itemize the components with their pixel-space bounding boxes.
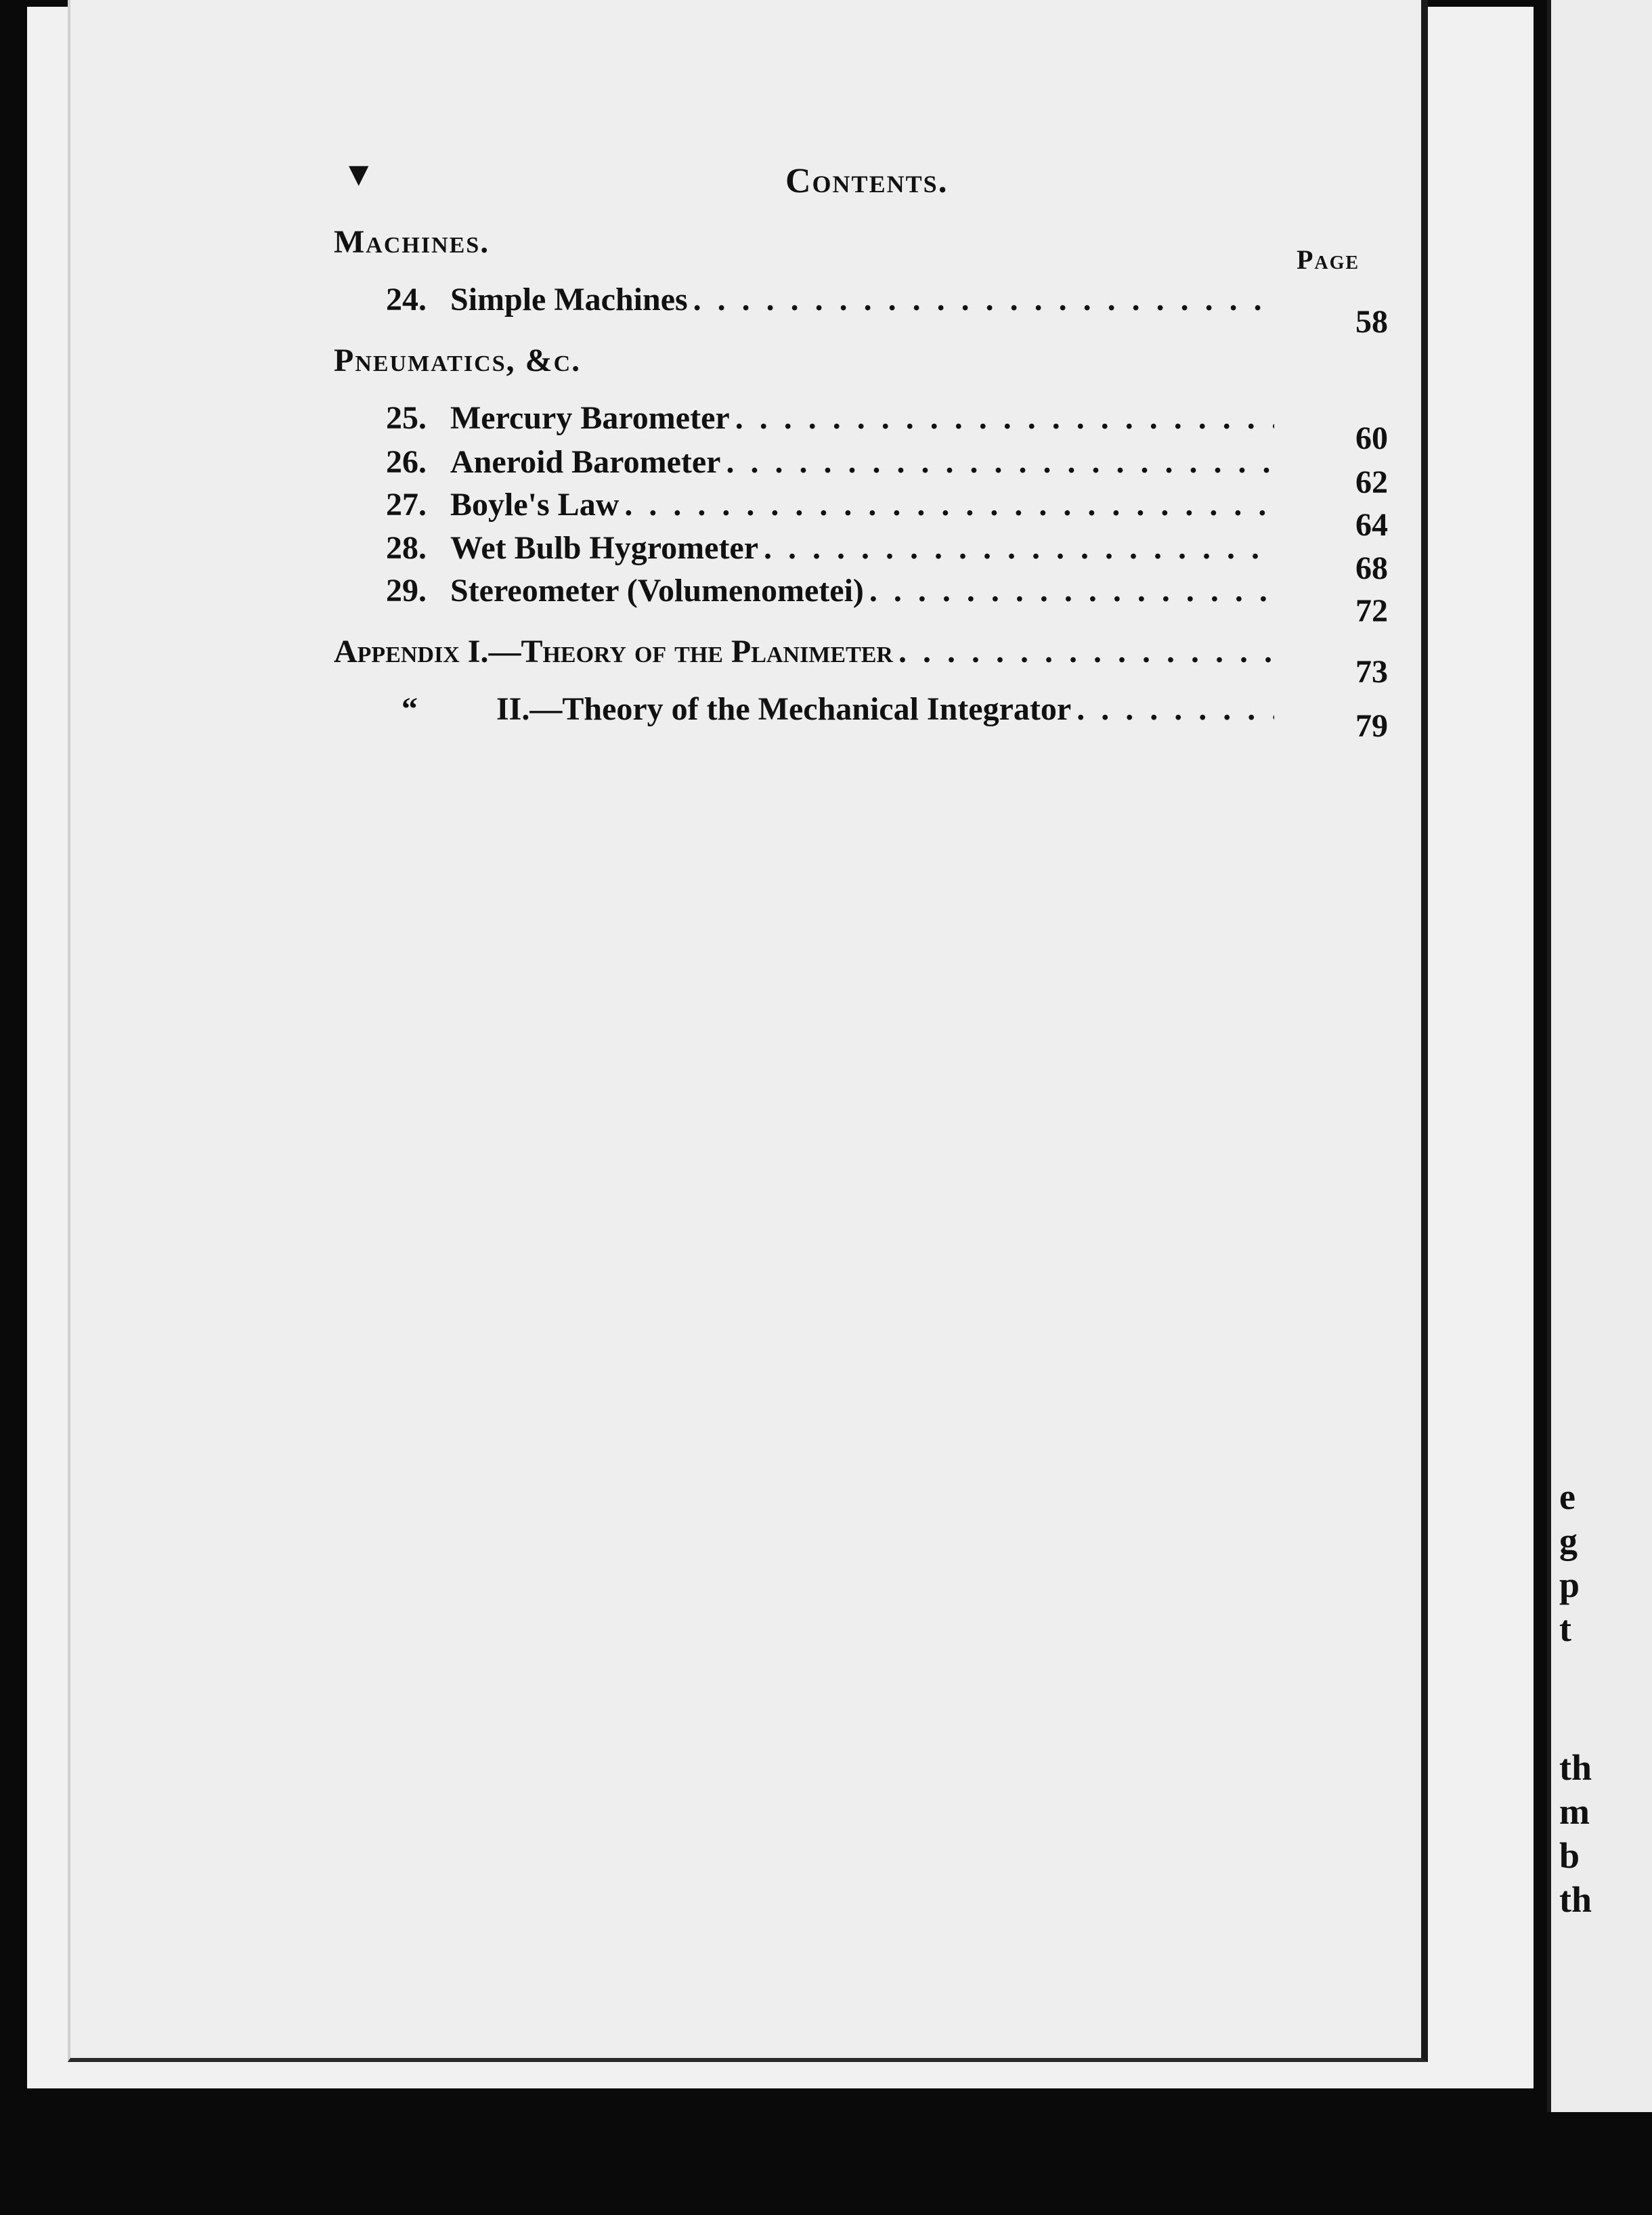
- entry-page-number: 68: [1355, 550, 1388, 586]
- dot-leader: [624, 486, 1274, 523]
- dot-leader: [735, 399, 1274, 437]
- toc-entry: [386, 486, 1280, 523]
- entry-number: 27.: [386, 487, 427, 523]
- entry-number: 29.: [386, 573, 427, 609]
- entry-title: Mercury Barometer: [450, 400, 730, 436]
- dot-leader: [726, 443, 1274, 481]
- page-title: Contents.: [785, 162, 949, 200]
- facing-page-letter: b: [1559, 1835, 1580, 1876]
- entry-page-number: 58: [1355, 304, 1388, 340]
- entry-title: Wet Bulb Hygrometer: [450, 530, 759, 566]
- dot-leader: [869, 572, 1274, 609]
- toc-entry: [386, 443, 1280, 481]
- appendix-title: Appendix I.—Theory of the Planimeter: [334, 634, 893, 670]
- entry-page-number: 72: [1355, 593, 1388, 629]
- section-title-pneumatics: Pneumatics, &c.: [334, 343, 582, 378]
- facing-page-letter: t: [1559, 1608, 1571, 1649]
- ditto-mark: “: [401, 691, 418, 727]
- entry-title: Simple Machines: [450, 282, 688, 317]
- facing-page-letter: th: [1559, 1747, 1592, 1788]
- appendix-title: II.—Theory of the Mechanical Integrator: [496, 691, 1072, 727]
- dot-leader: [898, 633, 1274, 670]
- page-marker-icon: ▼: [342, 155, 376, 193]
- facing-page-letter: p: [1559, 1564, 1580, 1605]
- entry-page-number: 62: [1355, 464, 1388, 500]
- facing-page-letter: g: [1559, 1520, 1578, 1561]
- entry-title: Boyle's Law: [450, 487, 620, 523]
- dot-leader: [1077, 690, 1274, 728]
- entry-page-number: 64: [1355, 507, 1388, 543]
- toc-entry: [386, 281, 1280, 318]
- facing-page-letter: e: [1559, 1476, 1575, 1517]
- page-column-label: Page: [1297, 244, 1360, 275]
- facing-page-letter: th: [1559, 1879, 1592, 1920]
- entry-page-number: 60: [1355, 420, 1388, 456]
- facing-page-letter: m: [1559, 1791, 1590, 1832]
- toc-appendix-entry: [334, 633, 1280, 670]
- facing-page-edge: [1547, 0, 1652, 2112]
- appendix-page-number: 79: [1355, 708, 1388, 744]
- entry-number: 25.: [386, 400, 427, 436]
- toc-entry: [386, 529, 1280, 567]
- dot-leader: [764, 529, 1274, 567]
- toc-entry: [386, 399, 1280, 437]
- appendix-page-number: 73: [1355, 654, 1388, 690]
- toc-entry: [386, 572, 1280, 609]
- section-title-machines: Machines.: [334, 224, 490, 260]
- entry-title: Stereometer (Volumenometei): [450, 573, 864, 609]
- entry-number: 26.: [386, 444, 427, 480]
- dot-leader: [693, 281, 1274, 318]
- entry-title: Aneroid Barometer: [450, 444, 721, 480]
- entry-number: 24.: [386, 282, 427, 317]
- toc-appendix-entry: [334, 690, 1280, 728]
- entry-number: 28.: [386, 530, 427, 566]
